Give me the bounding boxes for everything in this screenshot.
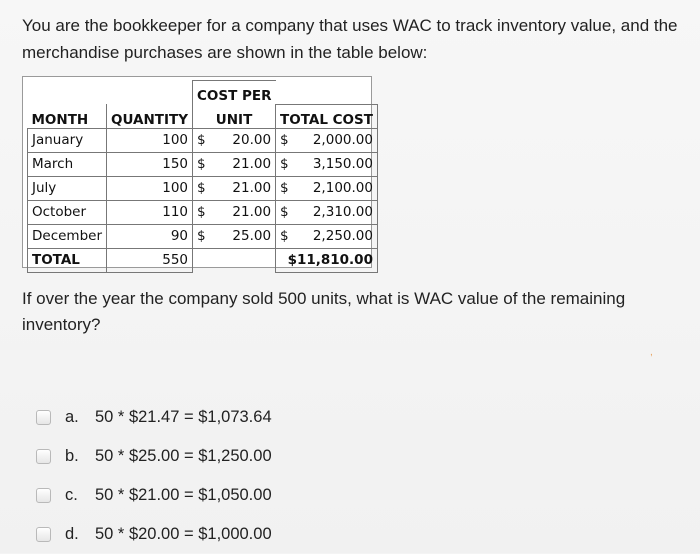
- total-cost: $11,810.00: [276, 248, 378, 272]
- cell-total-cost: 2,250.00: [312, 228, 373, 244]
- header-total-cost: TOTAL COST: [276, 104, 378, 128]
- cell-total-cost: 2,310.00: [312, 204, 373, 220]
- cell-month: July: [28, 176, 107, 200]
- cell-month: October: [28, 200, 107, 224]
- total-quantity: 550: [107, 248, 193, 272]
- cell-total-cost: 2,100.00: [312, 180, 373, 196]
- option-text: 50 * $20.00 = $1,000.00: [95, 525, 272, 543]
- header-row: [28, 104, 378, 128]
- table-row: [28, 224, 378, 248]
- table-row: [28, 200, 378, 224]
- option-text: 50 * $21.47 = $1,073.64: [95, 408, 272, 426]
- checkbox-icon[interactable]: [36, 488, 51, 503]
- cell-total-cost: 3,150.00: [312, 156, 373, 172]
- table-row: [28, 128, 378, 152]
- header-cost-per: COST PER: [193, 81, 276, 105]
- table-row: [28, 176, 378, 200]
- total-row: [28, 248, 378, 272]
- cell-quantity: 100: [107, 128, 193, 152]
- option-letter: d.: [65, 525, 79, 543]
- currency-symbol: $: [280, 204, 289, 220]
- header-quantity: QUANTITY: [107, 104, 193, 128]
- table-row: [28, 152, 378, 176]
- cell-month: December: [28, 224, 107, 248]
- cell-quantity: 90: [107, 224, 193, 248]
- cell-quantity: 110: [107, 200, 193, 224]
- currency-symbol: $: [197, 204, 206, 220]
- currency-symbol: $: [197, 156, 206, 172]
- header-unit: UNIT: [193, 104, 276, 128]
- cell-month: January: [28, 128, 107, 152]
- option-d[interactable]: [36, 515, 272, 554]
- checkbox-icon[interactable]: [36, 449, 51, 464]
- currency-symbol: $: [280, 132, 289, 148]
- cell-month: March: [28, 152, 107, 176]
- currency-symbol: $: [280, 228, 289, 244]
- cell-total-cost: 2,000.00: [312, 132, 373, 148]
- currency-symbol: $: [197, 228, 206, 244]
- option-letter: c.: [65, 486, 78, 504]
- cell-unit-cost: 21.00: [232, 180, 272, 196]
- cell-unit-cost: 21.00: [232, 156, 272, 172]
- cell-quantity: 150: [107, 152, 193, 176]
- option-text: 50 * $21.00 = $1,050.00: [95, 486, 272, 504]
- header-month: MONTH: [28, 104, 107, 128]
- currency-symbol: $: [197, 180, 206, 196]
- purchases-table: [22, 76, 372, 268]
- option-letter: a.: [65, 408, 79, 426]
- cell-unit-cost: 21.00: [232, 204, 272, 220]
- option-c[interactable]: [36, 476, 272, 515]
- purchases-table-grid: [27, 80, 378, 273]
- question-intro: You are the bookkeeper for a company that uses WAC to track inventory value, and the merchandise purchases are shown in the table below:: [22, 16, 678, 62]
- cell-quantity: 100: [107, 176, 193, 200]
- currency-symbol: $: [280, 180, 289, 196]
- option-b[interactable]: [36, 437, 272, 476]
- checkbox-icon[interactable]: [36, 527, 51, 542]
- header-row-top: [28, 81, 378, 105]
- question-prompt: If over the year the company sold 500 units, what is WAC value of the remaining inventory?: [22, 289, 626, 334]
- currency-symbol: $: [280, 156, 289, 172]
- option-letter: b.: [65, 447, 79, 465]
- cell-unit-cost: 25.00: [232, 228, 272, 244]
- option-text: 50 * $25.00 = $1,250.00: [95, 447, 272, 465]
- answer-options: [36, 398, 272, 554]
- currency-symbol: $: [197, 132, 206, 148]
- checkbox-icon[interactable]: [36, 410, 51, 425]
- total-label: TOTAL: [28, 248, 107, 272]
- option-a[interactable]: [36, 398, 272, 437]
- stray-mark: ,: [650, 347, 653, 358]
- cell-unit-cost: 20.00: [232, 132, 272, 148]
